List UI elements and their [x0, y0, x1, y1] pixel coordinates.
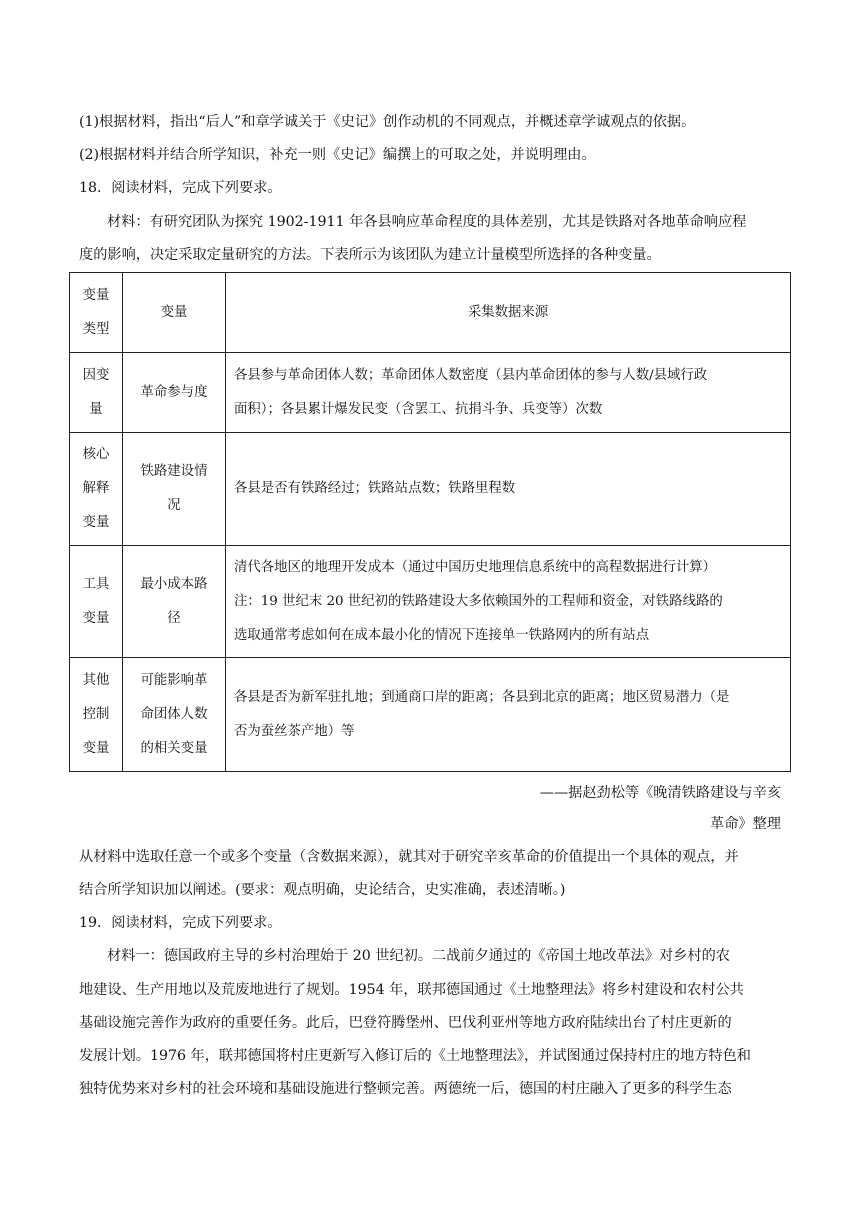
q18-heading: 18．阅读材料，完成下列要求。	[79, 180, 282, 196]
variable-line: 革命参与度	[140, 384, 208, 400]
type-cell	[70, 658, 123, 772]
table-row	[70, 658, 791, 772]
source-cell	[226, 353, 791, 433]
variables-table	[69, 272, 791, 772]
source-line: 各县参与革命团体人数；革命团体人数密度（县内革命团体的参与人数/县域行政	[234, 367, 708, 383]
variable-line: 铁路建设情	[140, 464, 208, 479]
source-line: 否为蚕丝茶产地）等	[234, 723, 355, 739]
table-row	[70, 433, 791, 546]
type-cell	[70, 546, 123, 658]
type-line: 工具	[82, 576, 110, 592]
type-cell	[70, 353, 123, 433]
source-line: 清代各地区的地理开发成本（通过中国历史地理信息系统中的高程数据进行计算）	[234, 559, 717, 575]
q19-material-line: 地建设、生产用地以及荒废地进行了规划。1954 年，联邦德国通过《土地整理法》将乡村建设和农村公共	[79, 982, 744, 998]
source-line: 各县是否为新军驻扎地；到通商口岸的距离；各县到北京的距离；地区贸易潜力（是	[234, 689, 730, 705]
variable-cell	[123, 353, 226, 433]
table-row	[70, 546, 791, 658]
q18-source-line1: ——据赵劲松等《晚清铁路建设与辛亥	[539, 785, 781, 801]
q17-part1: (1)根据材料，指出“后人”和章学诚关于《史记》创作动机的不同观点，并概述章学诚观点的依据。	[79, 114, 696, 130]
source-line: 选取通常考虑如何在成本最小化的情况下连接单一铁路网内的所有站点	[234, 627, 650, 643]
type-line: 变量	[82, 515, 110, 530]
type-line: 变量	[82, 610, 110, 626]
source-cell	[226, 546, 791, 658]
table-row	[70, 353, 791, 433]
q18-material-line2: 度的影响，决定采取定量研究的方法。下表所示为该团队为建立计量模型所选择的各种变量。	[79, 247, 661, 263]
q17-part2: (2)根据材料并结合所学知识，补充一则《史记》编撰上的可取之处，并说明理由。	[79, 147, 596, 163]
q19-material-line: 材料一：德国政府主导的乡村治理始于 20 世纪初。二战前夕通过的《帝国土地改革法》对乡村的农	[107, 948, 730, 964]
type-line: 其他	[82, 672, 110, 688]
header-type-line: 变量	[82, 287, 110, 303]
header-variable-cell: 变量	[123, 273, 226, 353]
variable-cell	[123, 658, 226, 772]
variable-line: 的相关变量	[140, 740, 208, 756]
type-line: 变量	[82, 740, 110, 756]
variable-line: 可能影响革	[140, 672, 208, 688]
q19-heading: 19．阅读材料，完成下列要求。	[79, 915, 282, 931]
q18-task-line2: 结合所学知识加以阐述。(要求：观点明确，史论结合，史实准确，表述清晰。)	[79, 882, 566, 898]
source-cell	[226, 433, 791, 546]
q19-material-line: 基础设施完善作为政府的重要任务。此后，巴登符腾堡州、巴伐利亚州等地方政府陆续出台了村庄更新的	[79, 1015, 732, 1031]
type-line: 因变	[82, 367, 110, 383]
type-line: 量	[89, 401, 103, 417]
type-cell	[70, 433, 123, 546]
header-type-cell	[70, 273, 123, 353]
q18-material-line1: 材料：有研究团队为探究 1902-1911 年各县响应革命程度的具体差别，尤其是铁路对各地革命响应程	[107, 214, 747, 230]
q19-material-line: 独特优势来对乡村的社会环境和基础设施进行整顿完善。两德统一后，德国的村庄融入了更多的科学生态	[79, 1081, 732, 1097]
source-line: 面积）；各县累计爆发民变（含罢工、抗捐斗争、兵变等）次数	[234, 401, 603, 417]
header-source-cell: 采集数据来源	[226, 273, 791, 353]
type-line: 解释	[82, 481, 110, 496]
source-cell	[226, 658, 791, 772]
header-type-line: 类型	[82, 321, 110, 337]
variable-cell	[123, 546, 226, 658]
table-header-row	[70, 273, 791, 353]
variable-line: 命团体人数	[140, 706, 208, 722]
q18-source-line2: 革命》整理	[710, 816, 781, 832]
variable-line: 况	[167, 498, 181, 513]
variable-cell	[123, 433, 226, 546]
variable-line: 径	[167, 610, 181, 626]
source-line: 注：19 世纪末 20 世纪初的铁路建设大多依赖国外的工程师和资金，对铁路线路的	[234, 593, 723, 609]
variable-line: 最小成本路	[140, 576, 208, 592]
source-line: 各县是否有铁路经过；铁路站点数；铁路里程数	[234, 481, 516, 496]
q18-task-line1: 从材料中选取任意一个或多个变量（含数据来源），就其对于研究辛亥革命的价值提出一个具体的观点，并	[79, 849, 739, 865]
q19-material-line: 发展计划。1976 年，联邦德国将村庄更新写入修订后的《土地整理法》，并试图通过保持村庄的地方特色和	[79, 1048, 751, 1064]
type-line: 核心	[82, 447, 110, 462]
type-line: 控制	[82, 706, 110, 722]
